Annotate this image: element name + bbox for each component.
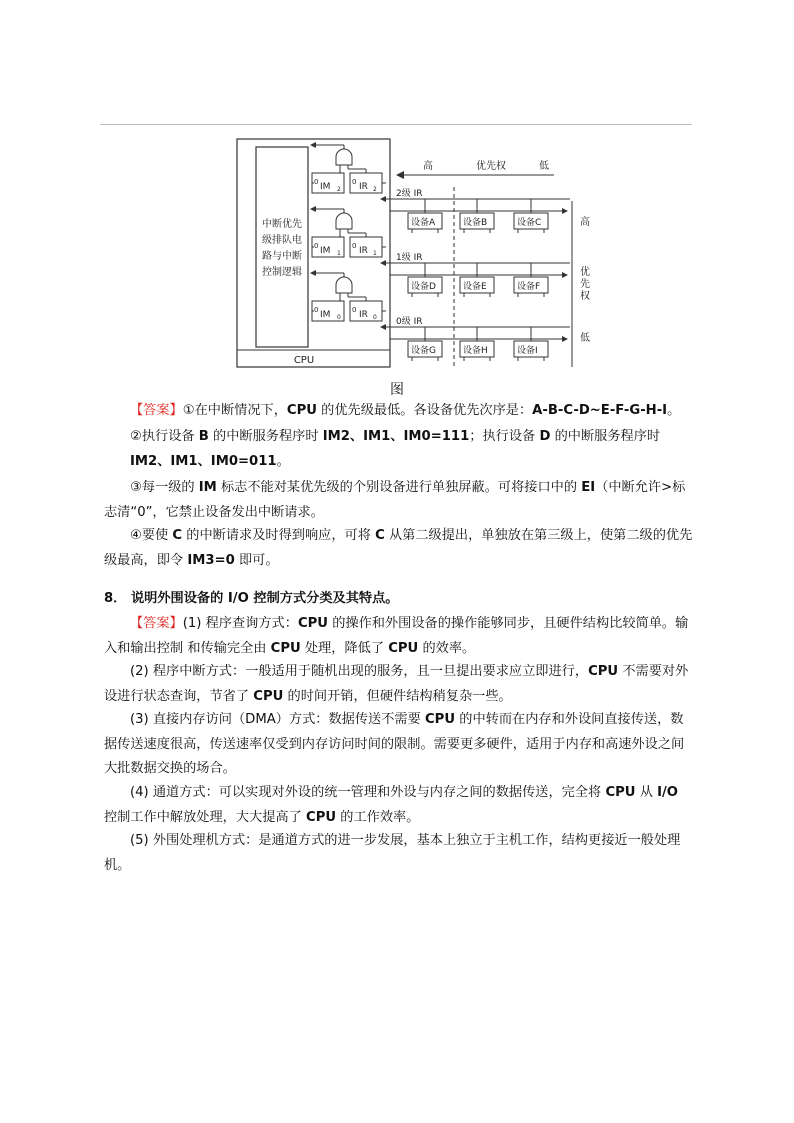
im-zero-2: 0: [314, 306, 319, 314]
device-label-1-2: 设备F: [517, 282, 541, 292]
interrupt-priority-figure: [236, 135, 596, 375]
ir-label-0: IR: [359, 182, 368, 192]
device-label-1-0: 设备D: [411, 282, 436, 292]
answer-tag-2: 【答案】: [130, 616, 183, 631]
and-gate-2: [336, 277, 352, 293]
top-low: 低: [539, 161, 549, 172]
device-label-1-1: 设备E: [463, 282, 487, 292]
ir-zero-2: 0: [352, 306, 357, 314]
answer2-item1: 【答案】(1) 程序查询方式：CPU 的操作和外围设备的操作能够同步，且硬件结构比较简单。输入和输出控制 和传输完全由 CPU 处理，降低了 CPU 的效率。: [104, 616, 689, 656]
im-zero-1: 0: [314, 242, 319, 250]
ir-sub-0: 2: [373, 186, 377, 193]
answer1-p3: ③每一级的 IM 标志不能对某优先级的个别设备进行单独屏蔽。可将接口中的 EI（中断允许>标志清“0”，它禁止设备发出中断请求。: [104, 480, 686, 520]
device-label-2-2: 设备I: [517, 346, 538, 356]
answer2-item2: (2) 程序中断方式：一般适用于随机出现的服务，且一旦提出要求应立即进行，CPU 不需要对外设进行状态查询，节省了 CPU 的时间开销，但硬件结构稍复杂一些。: [104, 664, 689, 704]
device-label-0-2: 设备C: [517, 218, 542, 228]
axis-low: 低: [580, 333, 590, 344]
answer1-p2: ②执行设备 B 的中断服务程序时 IM2、IM1、IM0=111；执行设备 D 的中断服务程序时 IM2、IM1、IM0=011。: [130, 429, 661, 469]
and-gate-1: [336, 213, 352, 229]
ir-level-label-1: 1级 IR: [396, 253, 423, 263]
ir-level-label-2: 0级 IR: [396, 317, 423, 327]
axis-priority-3: 权: [580, 291, 590, 302]
ir-level-label-0: 2级 IR: [396, 189, 423, 199]
device-label-0-0: 设备A: [411, 218, 436, 228]
device-label-0-1: 设备B: [463, 218, 488, 228]
ir-sub-1: 1: [373, 250, 377, 257]
axis-high: 高: [580, 217, 590, 228]
top-priority: 优先权: [476, 161, 506, 172]
ir-label-2: IR: [359, 310, 368, 320]
ir-zero-0: 0: [352, 178, 357, 186]
cpu-label: CPU: [293, 355, 315, 366]
logic-box-label-3: 路与中断: [262, 251, 302, 262]
logic-box-label-1: 中断优先: [262, 219, 302, 230]
and-gate-0: [336, 149, 352, 165]
device-label-2-0: 设备G: [411, 346, 436, 356]
question-8: 8． 说明外围设备的 I/O 控制方式分类及其特点。: [104, 591, 399, 606]
answer1-p1: 【答案】①在中断情况下，CPU 的优先级最低。各设备优先次序是：A-B-C-D~E-F-G-H-I。: [130, 403, 681, 418]
answer2-item4: (4) 通道方式：可以实现对外设的统一管理和外设与内存之间的数据传送，完全将 CPU 从 I/O 控制工作中解放处理，大大提高了 CPU 的工作效率。: [104, 785, 679, 825]
answer2-item3: (3) 直接内存访问（DMA）方式：数据传送不需要 CPU 的中转而在内存和外设间直接传送，数据传送速度很高，传送速率仅受到内存访问时间的限制。需要更多硬件，适用于内存和高速外设之间大批数据交换的场合。: [104, 712, 685, 776]
im-sub-2: 0: [337, 314, 341, 321]
figure-caption: 图: [390, 382, 404, 398]
top-high: 高: [423, 161, 433, 172]
ir-label-1: IR: [359, 246, 368, 256]
logic-box: [256, 147, 308, 347]
ir-sub-2: 0: [373, 314, 377, 321]
logic-box-label-2: 级排队电: [262, 235, 302, 246]
im-label-1: IM: [320, 246, 331, 256]
answer1-p4: ④要使 C 的中断请求及时得到响应，可将 C 从第二级提出，单独放在第三级上，使第二级的优先级最高，即令 IM3=0 即可。: [104, 528, 693, 568]
im-label-2: IM: [320, 310, 331, 320]
im-label-0: IM: [320, 182, 331, 192]
device-label-2-1: 设备H: [463, 346, 488, 356]
answer2-item5: (5) 外围处理机方式：是通道方式的进一步发展，基本上独立于主机工作，结构更接近一般处理机。: [104, 833, 681, 873]
im-sub-0: 2: [337, 186, 341, 193]
answer-tag: 【答案】: [130, 403, 183, 418]
im-zero-0: 0: [314, 178, 319, 186]
im-sub-1: 1: [337, 250, 341, 257]
logic-box-label-4: 控制逻辑: [262, 267, 302, 278]
axis-priority-2: 先: [580, 279, 590, 290]
header-rule: [100, 124, 692, 125]
ir-zero-1: 0: [352, 242, 357, 250]
axis-priority-1: 优: [580, 267, 590, 278]
